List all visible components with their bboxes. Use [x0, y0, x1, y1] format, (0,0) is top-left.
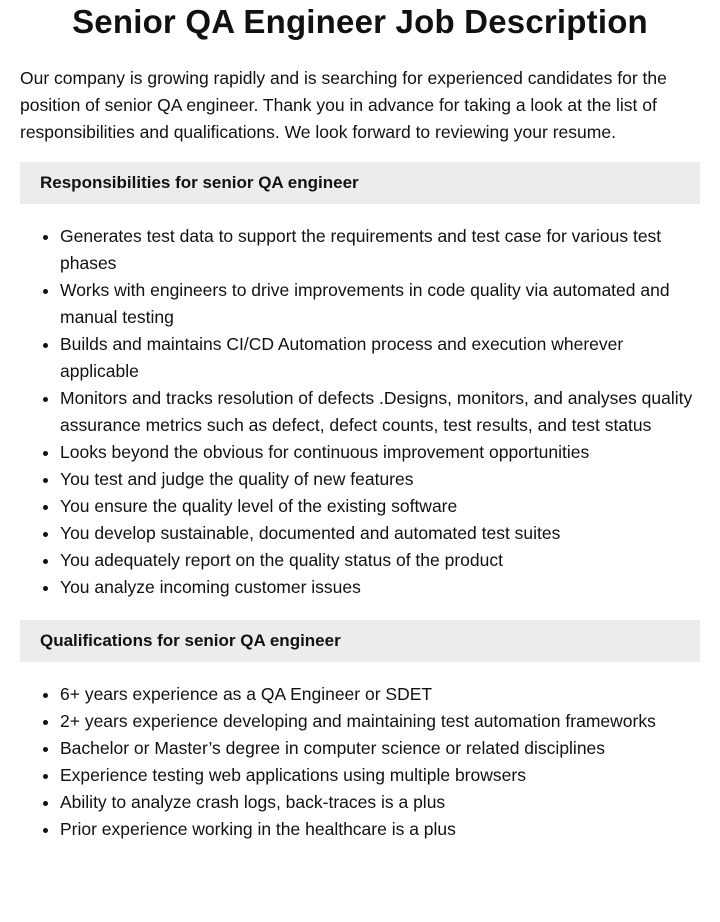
- list-item: • You analyze incoming customer issues: [60, 574, 700, 601]
- responsibilities-list: [20, 223, 700, 601]
- list-item: • Monitors and tracks resolution of defects .Designs, monitors, and analyses quality assurance metrics such as defect, defect counts, test results, and test status: [60, 385, 700, 439]
- list-item: • You ensure the quality level of the existing software: [60, 493, 700, 520]
- list-item: • Builds and maintains CI/CD Automation process and execution wherever applicable: [60, 331, 700, 385]
- intro-paragraph: Our company is growing rapidly and is searching for experienced candidates for the position of senior QA engineer. Thank you in advance for taking a look at the list of responsibilities and qualifications. We look forward to reviewing your resume.: [20, 68, 667, 142]
- list-item: • Bachelor or Master’s degree in computer science or related disciplines: [60, 735, 700, 762]
- list-item: • 2+ years experience developing and maintaining test automation frameworks: [60, 708, 700, 735]
- list-item: • You adequately report on the quality status of the product: [60, 547, 700, 574]
- list-item: • You develop sustainable, documented and automated test suites: [60, 520, 700, 547]
- qualifications-list: [20, 681, 700, 843]
- list-item: • Experience testing web applications using multiple browsers: [60, 762, 700, 789]
- page-title: Senior QA Engineer Job Description: [72, 3, 648, 40]
- qualifications-heading: Qualifications for senior QA engineer: [20, 620, 700, 662]
- responsibilities-heading: Responsibilities for senior QA engineer: [20, 162, 700, 204]
- list-item: • You test and judge the quality of new features: [60, 466, 700, 493]
- list-item: • Works with engineers to drive improvements in code quality via automated and manual testing: [60, 277, 700, 331]
- list-item: • Looks beyond the obvious for continuous improvement opportunities: [60, 439, 700, 466]
- list-item: • Prior experience working in the healthcare is a plus: [60, 816, 700, 843]
- list-item: • 6+ years experience as a QA Engineer or SDET: [60, 681, 700, 708]
- list-item: • Ability to analyze crash logs, back-traces is a plus: [60, 789, 700, 816]
- list-item: • Generates test data to support the requirements and test case for various test phases: [60, 223, 700, 277]
